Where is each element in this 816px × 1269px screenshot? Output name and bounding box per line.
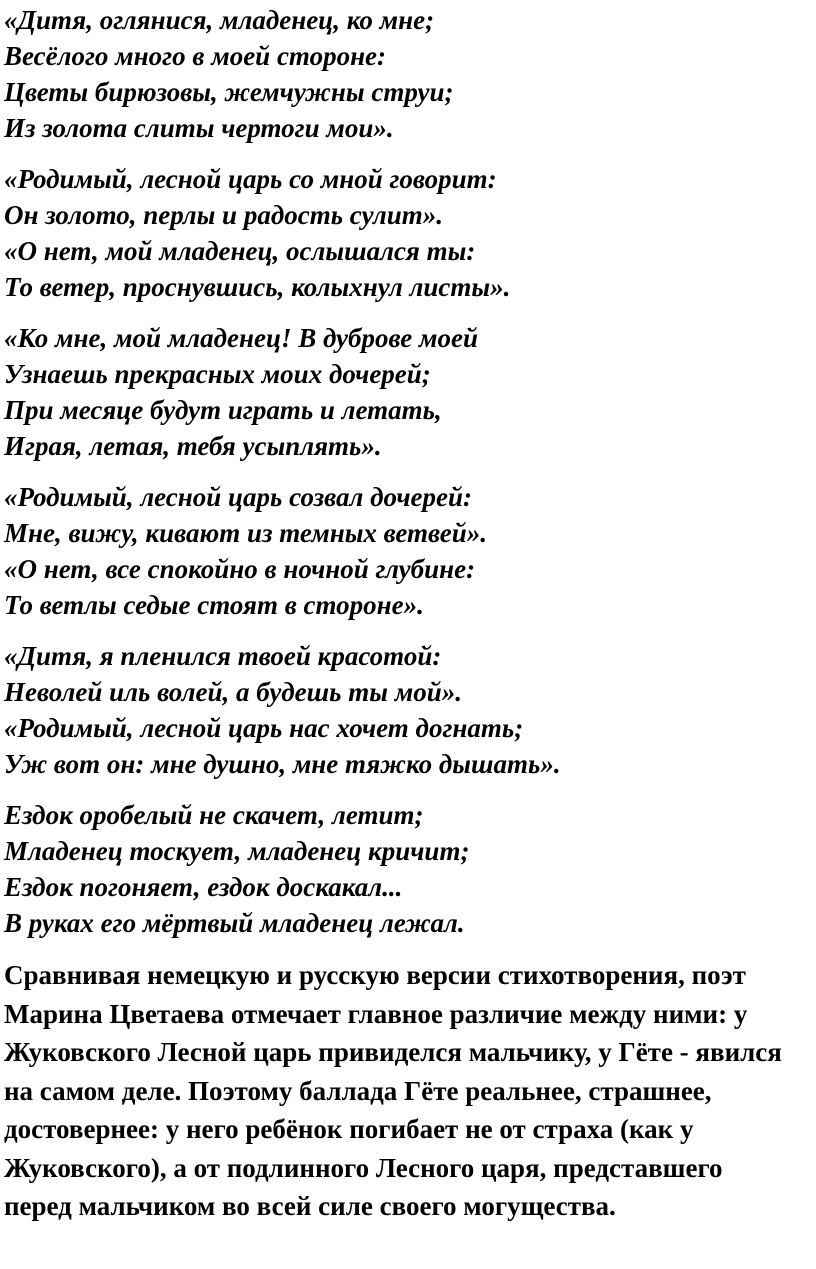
poem-line: «О нет, все спокойно в ночной глубине:: [4, 554, 476, 584]
poem-line: Ездок погоняет, ездок доскакал...: [4, 872, 403, 902]
poem-line: Младенец тоскует, младенец кричит;: [4, 836, 470, 866]
poem-line: Узнаешь прекрасных моих дочерей;: [4, 359, 431, 389]
poem-line: Ездок оробелый не скачет, летит;: [4, 800, 424, 830]
poem-stanza-4: [4, 479, 816, 623]
poem-line: Неволей иль волей, а будешь ты мой».: [4, 677, 462, 707]
poem-line: В руках его мёртвый младенец лежал.: [4, 908, 465, 938]
poem-line: Цветы бирюзовы, жемчужны струи;: [4, 77, 454, 107]
poem-stanza-2: [4, 161, 816, 305]
poem-line: «Дитя, оглянися, младенец, ко мне;: [4, 5, 435, 35]
poem-stanza-3: [4, 320, 816, 464]
poem-line: «Родимый, лесной царь созвал дочерей:: [4, 482, 472, 512]
commentary-line: Жуковского Лесной царь привиделся мальчику, у Гёте - явился: [4, 1037, 782, 1067]
commentary-line: достовернее: у него ребёнок погибает не от страха (как у: [4, 1114, 694, 1144]
commentary-line: Сравнивая немецкую и русскую версии стихотворения, поэт: [4, 960, 746, 990]
poem-line: То ветлы седые стоят в стороне».: [4, 590, 424, 620]
commentary-paragraph: [4, 956, 816, 1226]
poem-line: Весёлого много в моей стороне:: [4, 41, 387, 71]
poem-line: То ветер, проснувшись, колыхнул листы».: [4, 272, 511, 302]
commentary-line: на самом деле. Поэтому баллада Гёте реальнее, страшнее,: [4, 1075, 712, 1106]
poem-line: Из золота слиты чертоги мои».: [4, 113, 394, 143]
poem-line: При месяце будут играть и летать,: [4, 395, 442, 425]
poem-line: «Ко мне, мой младенец! В дуброве моей: [4, 323, 478, 353]
poem-line: Играя, летая, тебя усыплять».: [4, 431, 382, 461]
poem-line: «Родимый, лесной царь со мной говорит:: [4, 164, 497, 194]
poem-line: Он золото, перлы и радость сулит».: [4, 200, 443, 230]
poem: [4, 2, 816, 941]
commentary-line: перед мальчиком во всей силе своего могущества.: [4, 1191, 616, 1221]
poem-stanza-5: [4, 638, 816, 782]
poem-line: «Родимый, лесной царь нас хочет догнать;: [4, 713, 524, 743]
poem-line: Мне, вижу, кивают из темных ветвей».: [4, 518, 488, 548]
poem-stanza-1: [4, 2, 816, 146]
poem-stanza-6: [4, 797, 816, 941]
poem-line: «О нет, мой младенец, ослышался ты:: [4, 236, 476, 266]
commentary-line: Марина Цветаева отмечает главное различие между ними: у: [4, 998, 748, 1029]
poem-line: «Дитя, я пленился твоей красотой:: [4, 641, 442, 671]
poem-line: Уж вот он: мне душно, мне тяжко дышать».: [4, 749, 561, 779]
commentary-line: Жуковского), а от подлинного Лесного царя, представшего: [4, 1152, 723, 1183]
